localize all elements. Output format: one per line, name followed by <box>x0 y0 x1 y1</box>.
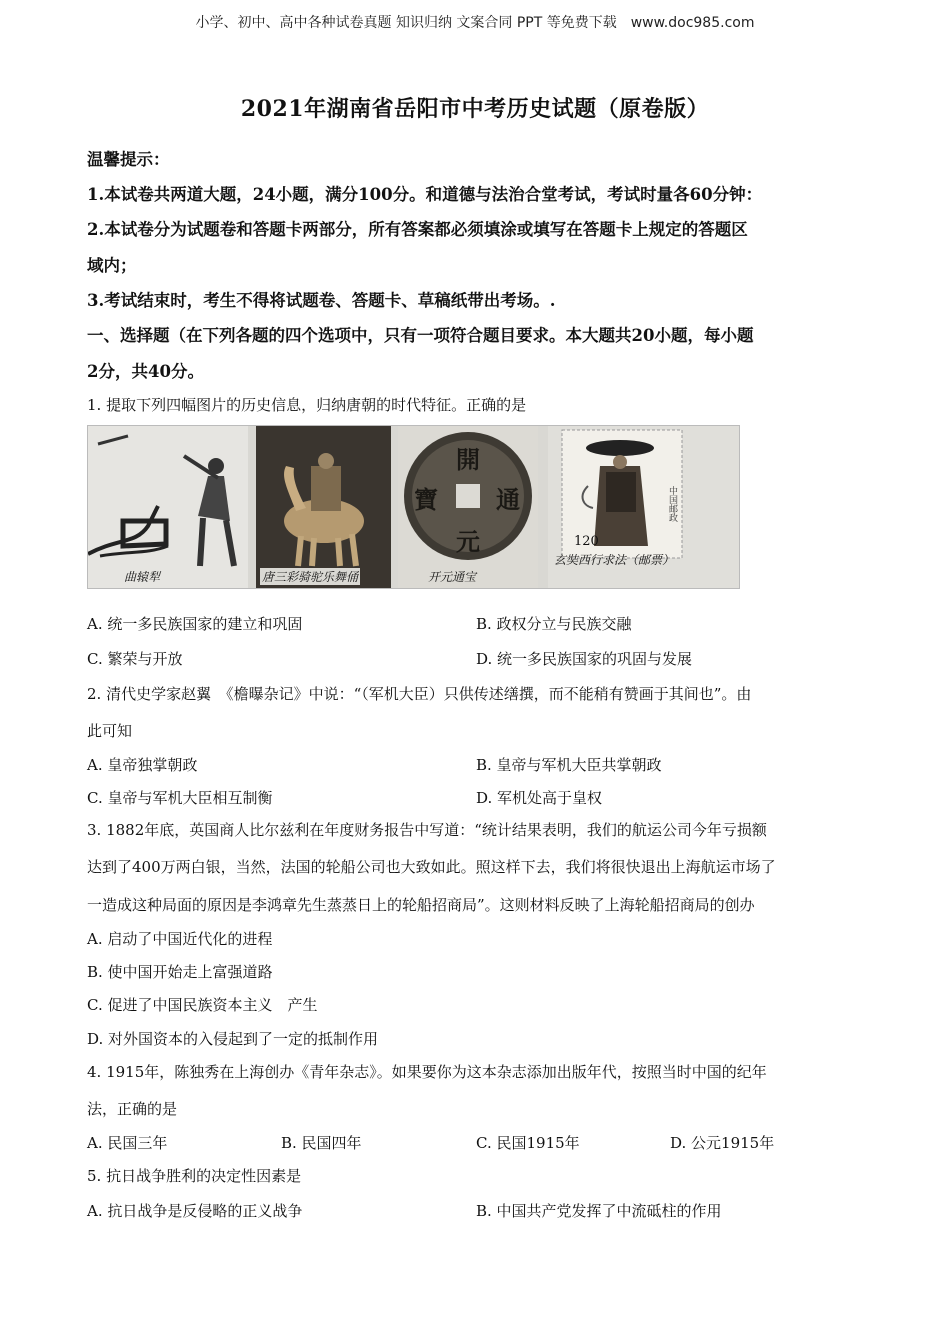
plow-image <box>88 426 248 588</box>
q1-stem: 1. 提取下列四幅图片的历史信息，归纳唐朝的时代特征。正确的是 <box>87 396 527 414</box>
q1-option-b: B. 政权分立与民族交融 <box>476 615 632 633</box>
notice-item-1: 1.本试卷共两道大题，24小题，满分100分。和道德与法治合堂考试，考试时量各60分钟： <box>87 185 763 204</box>
q3-option-c: C. 促进了中国民族资本主义 产生 <box>87 996 318 1014</box>
q4-option-d: D. 公元1915年 <box>670 1134 775 1152</box>
q4-stem: 4. 1915年，陈独秀在上海创办《青年杂志》。如果要你为这本杂志添加出版年代，按照当时中国的纪年 <box>87 1063 767 1081</box>
caption-camel: 唐三彩骑驼乐舞俑 <box>262 570 359 584</box>
q3-option-d: D. 对外国资本的入侵起到了一定的抵制作用 <box>87 1030 379 1048</box>
notice-item-2: 2.本试卷分为试题卷和答题卡两部分，所有答案都必须填涂或填写在答题卡上规定的答题区 <box>87 220 748 239</box>
caption-plow: 曲辕犁 <box>124 570 161 584</box>
notice-item-2-cont: 域内； <box>87 256 137 275</box>
q4-option-c: C. 民国1915年 <box>476 1134 580 1152</box>
q4-stem-cont: 法，正确的是 <box>87 1100 178 1118</box>
caption-coin: 开元通宝 <box>428 570 477 584</box>
q2-option-c: C. 皇帝与军机大臣相互制衡 <box>87 789 273 807</box>
coin-char-left: 寶 <box>414 485 438 514</box>
q1-figure <box>87 425 740 589</box>
coin-char-right: 通 <box>496 485 520 514</box>
section-heading: 一、选择题（在下列各题的四个选项中，只有一项符合题目要求。本大题共20小题，每小题 <box>87 326 754 345</box>
coin-char-bottom: 元 <box>456 527 480 556</box>
q1-option-d: D. 统一多民族国家的巩固与发展 <box>476 650 693 668</box>
q5-stem: 5. 抗日战争胜利的决定性因素是 <box>87 1167 302 1185</box>
q4-option-a: A. 民国三年 <box>87 1134 168 1152</box>
q1-option-a: A. 统一多民族国家的建立和巩固 <box>87 615 303 633</box>
stamp-text: 中国邮政 <box>667 486 677 522</box>
q2-stem-cont: 此可知 <box>87 722 133 740</box>
page-title: 2021年湖南省岳阳市中考历史试题（原卷版） <box>240 96 710 122</box>
curved-plow-drawing <box>88 426 248 588</box>
q2-option-b: B. 皇帝与军机大臣共掌朝政 <box>476 756 662 774</box>
q3-option-b: B. 使中国开始走上富强道路 <box>87 963 273 981</box>
section-heading-cont: 2分，共40分。 <box>87 362 204 381</box>
camel-image <box>256 426 391 588</box>
q4-option-b: B. 民国四年 <box>281 1134 362 1152</box>
q3-stem: 3. 1882年底，英国商人比尔兹利在年度财务报告中写道：“统计结果表明，我们的航运公司今年亏损额 <box>87 821 767 839</box>
q5-option-b: B. 中国共产党发挥了中流砥柱的作用 <box>476 1202 722 1220</box>
stamp-value: 120 <box>574 534 599 549</box>
notice-item-3: 3.考试结束时，考生不得将试题卷、答题卡、草稿纸带出考场。. <box>87 291 556 310</box>
tang-camel-figurine <box>256 426 391 588</box>
stamp-image <box>548 426 739 588</box>
notice-heading: 温馨提示： <box>87 150 170 169</box>
q2-stem: 2. 清代史学家赵翼 《檐曝杂记》中说：“（军机大臣）只供传述缮撰，而不能稍有赞画于其间也”。由 <box>87 685 752 703</box>
coin-image <box>398 426 538 588</box>
q5-option-a: A. 抗日战争是反侵略的正义战争 <box>87 1202 303 1220</box>
q1-option-c: C. 繁荣与开放 <box>87 650 183 668</box>
q3-stem-line2: 达到了400万两白银，当然，法国的轮船公司也大致如此。照这样下去，我们将很快退出上海航运市场了 <box>87 858 776 876</box>
q2-option-d: D. 军机处高于皇权 <box>476 789 603 807</box>
coin-char-top: 開 <box>456 445 480 474</box>
q3-option-a: A. 启动了中国近代化的进程 <box>87 930 273 948</box>
page-header: 小学、初中、高中各种试卷真题 知识归纳 文案合同 PPT 等免费下载 www.doc985.com <box>195 15 755 31</box>
q2-option-a: A. 皇帝独掌朝政 <box>87 756 198 774</box>
caption-stamp: 玄奘西行求法（邮票） <box>554 553 675 567</box>
q3-stem-line3: 一造成这种局面的原因是李鸿章先生蒸蒸日上的轮船招商局”。这则材料反映了上海轮船招商局的创办 <box>87 896 755 914</box>
